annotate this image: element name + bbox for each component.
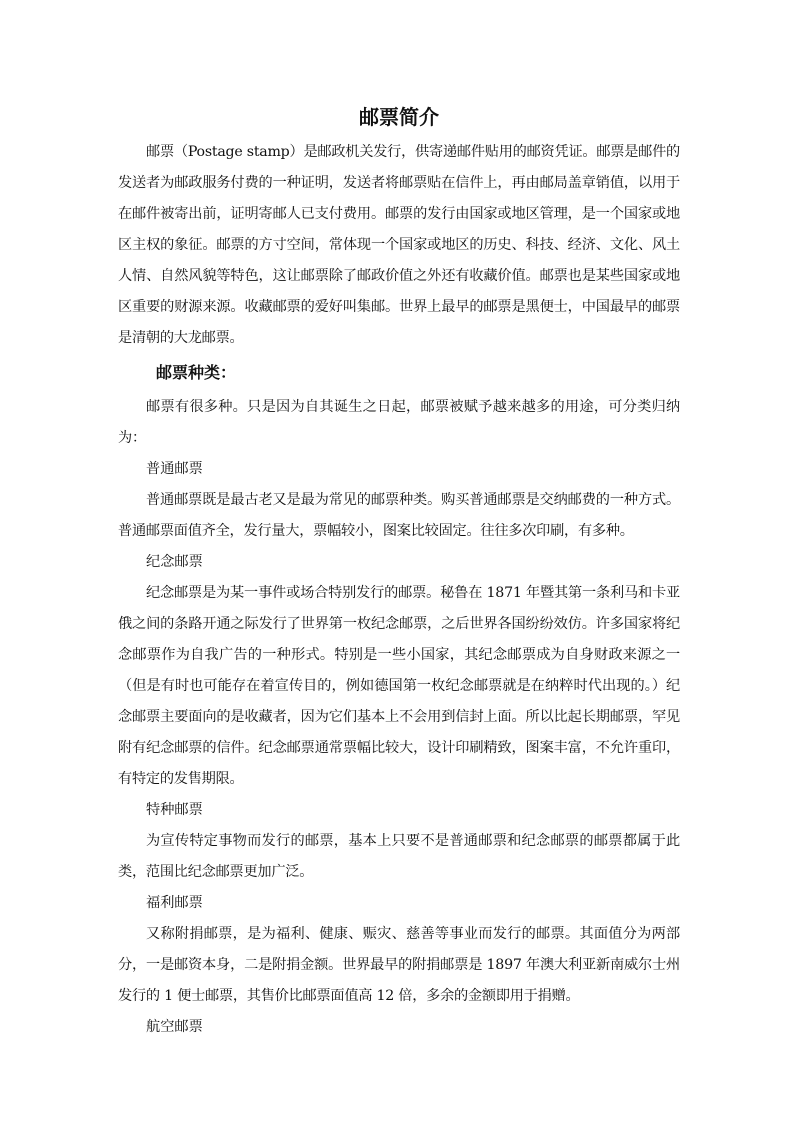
- document-page: [118, 100, 680, 1043]
- type-heading-charity: 福利邮票: [146, 895, 203, 911]
- intro-paragraph: 邮票（Postage stamp）是邮政机关发行，供寄递邮件贴用的邮资凭证。邮票是邮件的发送者为邮政服务付费的一种证明，发送者将邮票贴在信件上，再由邮局盖章销值，以用于在邮件被寄出前，证明寄邮人已支付费用。邮票的发行由国家或地区管理，是一个国家或地区主权的象征。邮票的方寸空间，常体现一个国家或地区的历史、科技、经济、文化、风土人情、自然风貌等特色，这让邮票除了邮政价值之外还有收藏价值。邮票也是某些国家或地区重要的财源来源。收藏邮票的爱好叫集邮。世界上最早的邮票是黑便士，中国最早的邮票是清朝的大龙邮票。: [118, 144, 680, 346]
- document-title: 邮票简介: [359, 105, 439, 129]
- section-intro-paragraph: 邮票有很多种。只是因为自其诞生之日起，邮票被赋予越来越多的用途，可分类归纳为：: [118, 399, 680, 446]
- type-description-commemorative: 纪念邮票是为某一事件或场合特别发行的邮票。秘鲁在 1871 年暨其第一条利马和卡亚俄之间的条路开通之际发行了世界第一枚纪念邮票，之后世界各国纷纷效仿。许多国家将纪念邮票作为自我广告的一种形式。特别是一些小国家，其纪念邮票成为自身财政来源之一（但是有时也可能存在着宣传目的，例如德国第一枚纪念邮票就是在纳粹时代出现的。）纪念邮票主要面向的是收藏者，因为它们基本上不会用到信封上面。所以比起长期邮票，罕见附有纪念邮票的信件。纪念邮票通常票幅比较大，设计印刷精致，图案丰富，不允许重印，有特定的发售期限。: [118, 585, 680, 787]
- type-heading-ordinary: 普通邮票: [146, 461, 203, 477]
- type-description-charity: 又称附捐邮票，是为福利、健康、赈灾、慈善等事业而发行的邮票。其面值分为两部分，一是邮资本身，二是附捐金额。世界最早的附捐邮票是 1897 年澳大利亚新南威尔士州发行的 1 便士邮票，其售价比邮票面值高 12 倍，多余的金额即用于捐赠。: [118, 926, 680, 1004]
- type-description-special: 为宣传特定事物而发行的邮票，基本上只要不是普通邮票和纪念邮票的邮票都属于此类，范围比纪念邮票更加广泛。: [118, 833, 680, 880]
- type-heading-commemorative: 纪念邮票: [146, 554, 203, 570]
- section-heading: 邮票种类：: [156, 363, 237, 382]
- type-heading-airmail: 航空邮票: [146, 1019, 203, 1035]
- type-description-ordinary: 普通邮票既是最古老又是最为常见的邮票种类。购买普通邮票是交纳邮费的一种方式。普通邮票面值齐全，发行量大，票幅较小，图案比较固定。往往多次印刷，有多种。: [118, 492, 680, 539]
- type-heading-special: 特种邮票: [146, 802, 203, 818]
